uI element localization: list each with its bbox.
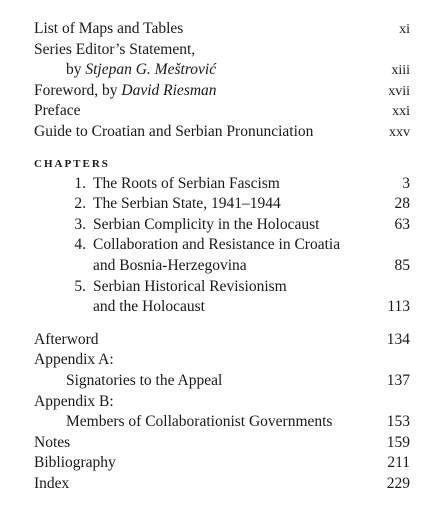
toc-entry-collaborationist-governments[interactable] bbox=[34, 412, 410, 433]
chapter-title-continued: and Bosnia-Herzegovina bbox=[93, 256, 247, 274]
entry-page: 229 bbox=[386, 474, 410, 492]
toc-entry-appendix-a[interactable] bbox=[34, 350, 410, 371]
toc-entry-notes[interactable] bbox=[34, 433, 410, 454]
entry-page: 153 bbox=[386, 413, 410, 431]
toc-entry-series-editor[interactable] bbox=[34, 40, 410, 61]
chapter-title: The Serbian State, 1941–1944 bbox=[93, 195, 281, 213]
entry-title: Preface bbox=[34, 102, 81, 120]
chapter-line bbox=[34, 235, 386, 256]
entry-title: Appendix B: bbox=[34, 392, 114, 410]
chapter-title: Collaboration and Resistance in Croatia bbox=[93, 236, 341, 254]
chapter-title: Serbian Complicity in the Holocaust bbox=[93, 215, 320, 233]
entry-author: Stjepan G. Meštrović bbox=[85, 61, 217, 79]
entry-title-line bbox=[34, 81, 386, 102]
entry-title: Guide to Croatian and Serbian Pronunciation bbox=[34, 122, 314, 140]
chapter-line bbox=[34, 215, 386, 236]
toc-chapter-2[interactable] bbox=[34, 194, 410, 215]
entry-title: Index bbox=[34, 474, 70, 492]
chapter-line bbox=[34, 194, 386, 215]
chapter-title: Serbian Historical Revisionism bbox=[93, 277, 287, 295]
entry-title: Series Editor’s Statement, bbox=[34, 40, 196, 58]
toc-chapter-3[interactable] bbox=[34, 215, 410, 236]
entry-page: 134 bbox=[386, 330, 410, 348]
chapter-title-continued: and the Holocaust bbox=[93, 298, 205, 316]
entry-title: Bibliography bbox=[34, 454, 116, 472]
chapters-heading: CHAPTERS bbox=[34, 157, 110, 170]
chapter-line bbox=[34, 174, 386, 195]
toc-entry-afterword[interactable] bbox=[34, 330, 410, 351]
entry-page: xvii bbox=[388, 83, 410, 99]
entry-page: 28 bbox=[394, 195, 410, 213]
chapter-number: 3. bbox=[74, 215, 86, 233]
toc-entry-foreword[interactable] bbox=[34, 81, 410, 102]
toc-chapter-4[interactable] bbox=[34, 235, 410, 256]
section-gap bbox=[34, 318, 410, 330]
entry-page: xxv bbox=[389, 124, 410, 140]
entry-page: 3 bbox=[402, 174, 410, 192]
toc-chapter-5-continued[interactable] bbox=[34, 297, 410, 318]
chapter-number: 5. bbox=[74, 277, 86, 295]
chapter-number: 1. bbox=[74, 174, 86, 192]
chapter-line bbox=[34, 277, 386, 298]
toc-entry-signatories[interactable] bbox=[34, 371, 410, 392]
toc-entry-bibliography[interactable] bbox=[34, 453, 410, 474]
toc-chapter-5[interactable] bbox=[34, 277, 410, 298]
toc-chapter-4-continued[interactable] bbox=[34, 256, 410, 277]
entry-page: xxi bbox=[392, 104, 410, 120]
entry-page: 137 bbox=[386, 371, 410, 389]
entry-title: Members of Collaborationist Governments bbox=[66, 413, 333, 431]
entry-title: Notes bbox=[34, 433, 71, 451]
entry-title: List of Maps and Tables bbox=[34, 20, 184, 37]
entry-page: 159 bbox=[386, 433, 410, 451]
toc-chapter-1[interactable] bbox=[34, 174, 410, 195]
entry-page: xiii bbox=[391, 63, 410, 79]
entry-author-line bbox=[34, 60, 386, 81]
table-of-contents bbox=[34, 19, 410, 494]
entry-title: Foreword, by bbox=[34, 81, 122, 99]
entry-title: Afterword bbox=[34, 330, 99, 348]
toc-entry-appendix-b[interactable] bbox=[34, 392, 410, 413]
entry-page: 113 bbox=[387, 298, 410, 316]
entry-title: Appendix A: bbox=[34, 351, 114, 369]
chapter-number: 4. bbox=[74, 236, 86, 254]
entry-page: xi bbox=[399, 22, 410, 37]
toc-entry-list-of-maps[interactable] bbox=[34, 19, 410, 40]
entry-page: 85 bbox=[394, 256, 410, 274]
entry-page: 211 bbox=[387, 454, 410, 472]
toc-entry-preface[interactable] bbox=[34, 101, 410, 122]
entry-prefix: by bbox=[66, 61, 86, 79]
chapter-title: The Roots of Serbian Fascism bbox=[93, 174, 280, 192]
toc-entry-series-editor-author[interactable] bbox=[34, 60, 410, 81]
chapter-number: 2. bbox=[74, 195, 86, 213]
toc-entry-index[interactable] bbox=[34, 474, 410, 495]
toc-entry-pronunciation-guide[interactable] bbox=[34, 122, 410, 143]
entry-title: Signatories to the Appeal bbox=[66, 371, 223, 389]
entry-author: David Riesman bbox=[121, 81, 217, 99]
entry-page: 63 bbox=[394, 215, 410, 233]
